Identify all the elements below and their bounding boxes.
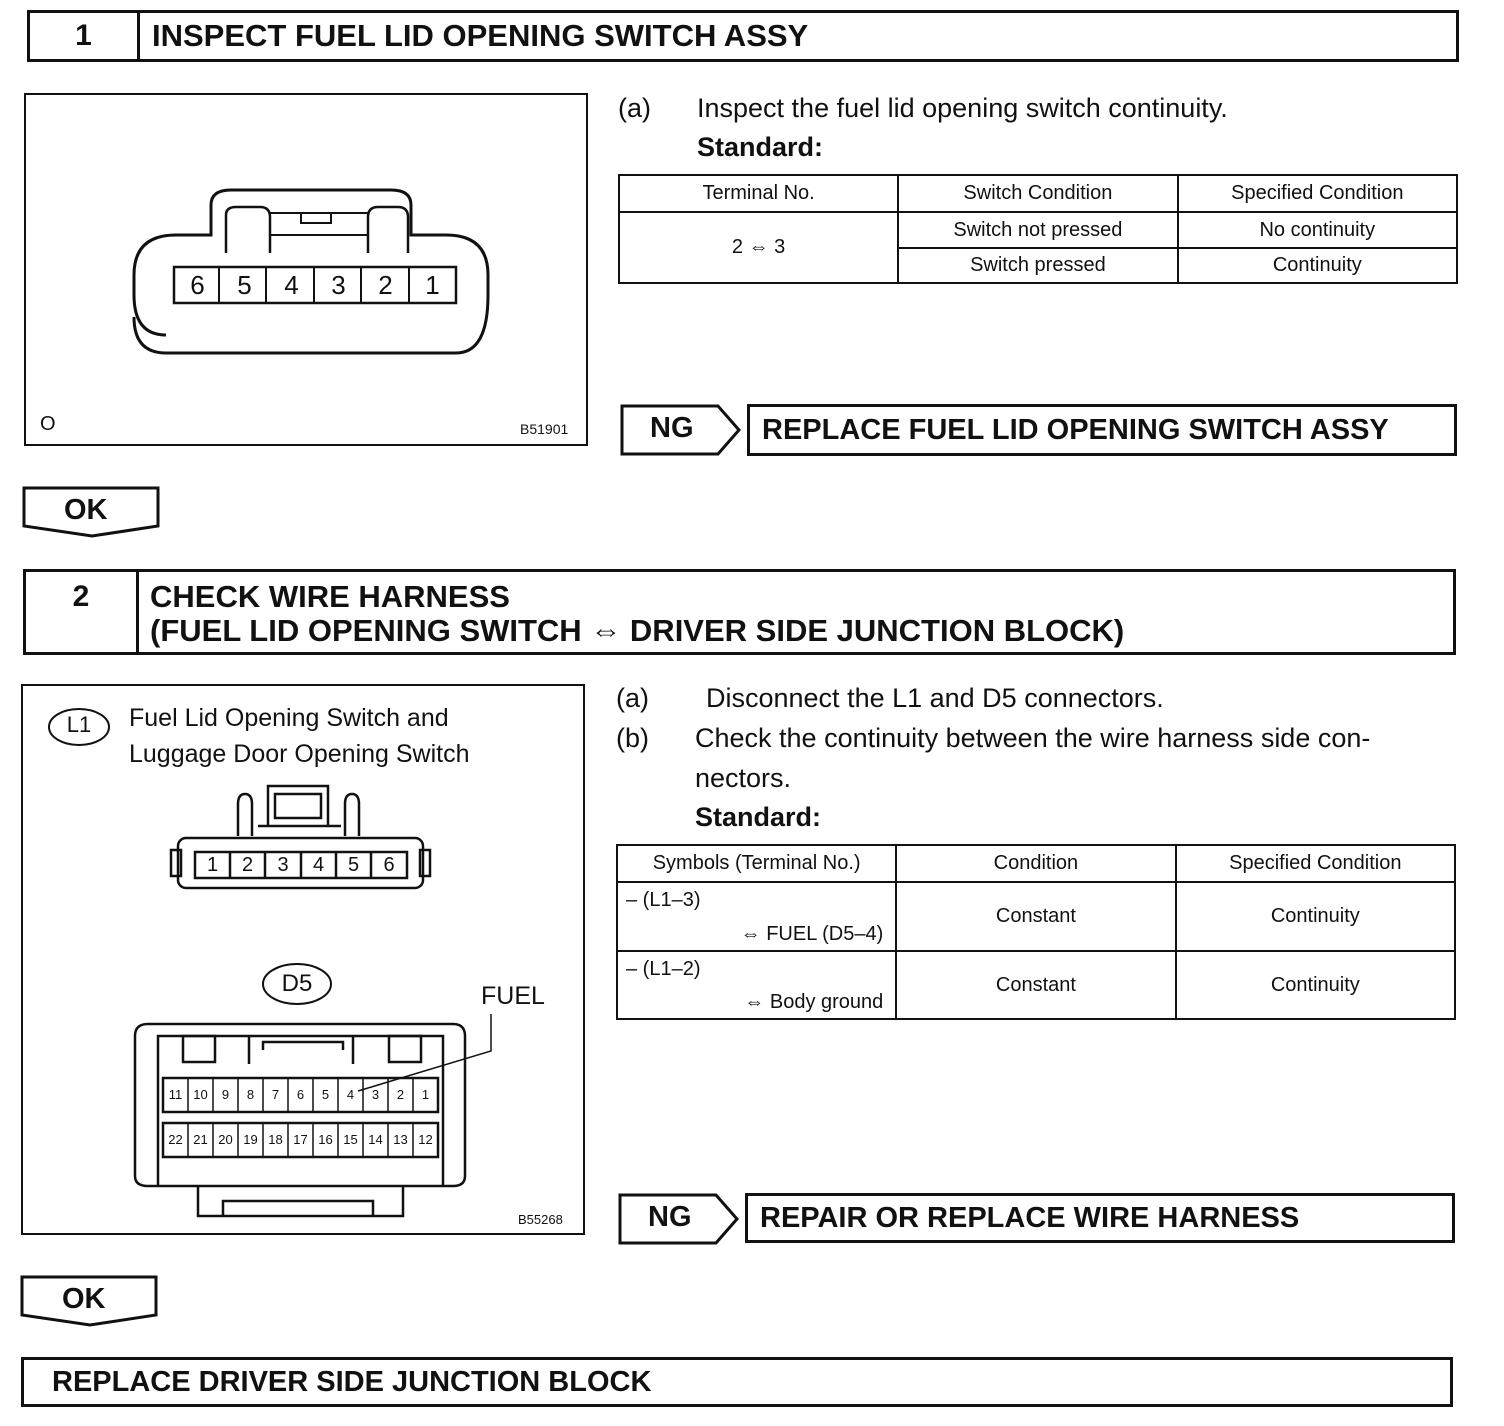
condition-cell: Switch pressed (898, 248, 1177, 283)
step2-text-a: Disconnect the L1 and D5 connectors. (706, 683, 1164, 713)
terminal-label: 5 (237, 270, 252, 300)
step2-text-b-line2: nectors. (695, 763, 792, 793)
d5-tag: D5 (281, 970, 313, 997)
step1-standard-label: Standard: (697, 132, 824, 162)
ng-label-2: NG (648, 1201, 692, 1233)
ok-label-1: OK (64, 494, 108, 526)
terminal-label: 14 (368, 1132, 383, 1147)
terminal-label: 15 (343, 1132, 358, 1147)
terminal-label: 1 (206, 854, 219, 876)
terminal-label: 5 (347, 854, 360, 876)
symbol-cell (617, 882, 896, 951)
terminal-label: 20 (218, 1132, 233, 1147)
terminal-label: 5 (321, 1087, 330, 1102)
terminal-label: 12 (418, 1132, 433, 1147)
terminal-label: 2 (241, 854, 254, 876)
terminal-label: 16 (318, 1132, 333, 1147)
specified-cell: Continuity (1176, 882, 1455, 951)
step1-spec-table (618, 174, 1458, 284)
step1-title: INSPECT FUEL LID OPENING SWITCH ASSY (152, 18, 809, 53)
d5-connector (135, 1024, 465, 1216)
terminal-label: 1 (425, 270, 440, 300)
terminal-label: 8 (246, 1087, 255, 1102)
l1-caption-line1: Fuel Lid Opening Switch and (129, 704, 449, 732)
terminal-label: 4 (284, 270, 299, 300)
terminal-label: 3 (277, 854, 289, 876)
terminal-label: 4 (346, 1087, 355, 1102)
condition-cell: Switch not pressed (898, 212, 1177, 248)
fuel-label: FUEL (481, 982, 545, 1010)
symbol-line1: – (L1–3) (626, 889, 701, 911)
terminal-label: 6 (383, 854, 395, 876)
terminal-label: 13 (393, 1132, 408, 1147)
specified-cell: Continuity (1176, 951, 1455, 1019)
l1-tag: L1 (66, 712, 92, 737)
step2-diagram (21, 684, 585, 1235)
terminal-label: 2 (378, 270, 393, 300)
step2-spec-table (616, 844, 1456, 1020)
terminal-cell: 2 ⇔ 3 (619, 212, 898, 283)
d5-top-row (163, 1078, 438, 1112)
l1-caption-line2: Luggage Door Opening Switch (129, 740, 470, 768)
step2-header (23, 569, 1456, 655)
terminal-label: 3 (331, 270, 346, 300)
d5-bottom-row (163, 1123, 438, 1157)
step2-marker-a: (a) (616, 683, 649, 713)
terminal-label: 11 (168, 1087, 183, 1102)
step1-instruction-marker: (a) (618, 93, 651, 123)
step2-standard-label: Standard: (695, 802, 822, 832)
step2-marker-b: (b) (616, 723, 649, 753)
table-header: Specified Condition (1176, 845, 1455, 882)
step2-number: 2 (72, 580, 90, 613)
terminal-label: 6 (296, 1087, 305, 1102)
table-header: Symbols (Terminal No.) (617, 845, 896, 882)
terminal-label: 6 (190, 270, 205, 300)
ok-label-2: OK (62, 1283, 106, 1315)
specified-cell: No continuity (1178, 212, 1457, 248)
step1-header (27, 10, 1459, 62)
symbol-line2: ⇔ FUEL (D5–4) (740, 923, 884, 945)
corner-mark: O (40, 413, 56, 435)
terminal-label: 4 (312, 854, 325, 876)
l1-terminal-row (195, 852, 407, 878)
terminal-label: 10 (193, 1087, 208, 1102)
ng-label-1: NG (650, 412, 694, 444)
table-header: Specified Condition (1178, 175, 1457, 212)
specified-cell: Continuity (1178, 248, 1457, 283)
final-action: REPLACE DRIVER SIDE JUNCTION BLOCK (21, 1357, 1453, 1407)
step1-diagram (24, 93, 588, 446)
terminal-label: 21 (193, 1132, 208, 1147)
terminal-label: 9 (221, 1087, 230, 1102)
terminal-label: 3 (371, 1087, 380, 1102)
terminal-label: 18 (268, 1132, 283, 1147)
step2-text-b-line1: Check the continuity between the wire harness side con- (695, 723, 1371, 753)
table-header: Terminal No. (619, 175, 898, 212)
ng-action-2: REPAIR OR REPLACE WIRE HARNESS (745, 1193, 1455, 1243)
terminal-label: 1 (421, 1087, 430, 1102)
table-header: Switch Condition (898, 175, 1177, 212)
table-header: Condition (896, 845, 1175, 882)
terminal-label: 7 (271, 1087, 280, 1102)
terminal-label: 2 (396, 1087, 405, 1102)
step1-number: 1 (30, 13, 140, 59)
condition-cell: Constant (896, 882, 1175, 951)
terminal-label: 19 (243, 1132, 258, 1147)
step1-instruction: Inspect the fuel lid opening switch continuity. (697, 93, 1228, 123)
ng-action-1: REPLACE FUEL LID OPENING SWITCH ASSY (747, 404, 1457, 456)
symbol-cell (617, 951, 896, 1019)
step2-title-line1: CHECK WIRE HARNESS (150, 579, 510, 614)
step2-title-line2: (FUEL LID OPENING SWITCH ⇔ DRIVER SIDE JUNCTION BLOCK) (150, 613, 1125, 648)
symbol-line1: – (L1–2) (626, 958, 701, 980)
condition-cell: Constant (896, 951, 1175, 1019)
terminal-label: 22 (168, 1132, 183, 1147)
symbol-line2: ⇔ Body ground (744, 991, 884, 1013)
figure-code: B51901 (520, 421, 569, 437)
terminal-label: 17 (293, 1132, 308, 1147)
step1-terminal-row (174, 267, 456, 303)
figure-code: B55268 (518, 1212, 563, 1227)
